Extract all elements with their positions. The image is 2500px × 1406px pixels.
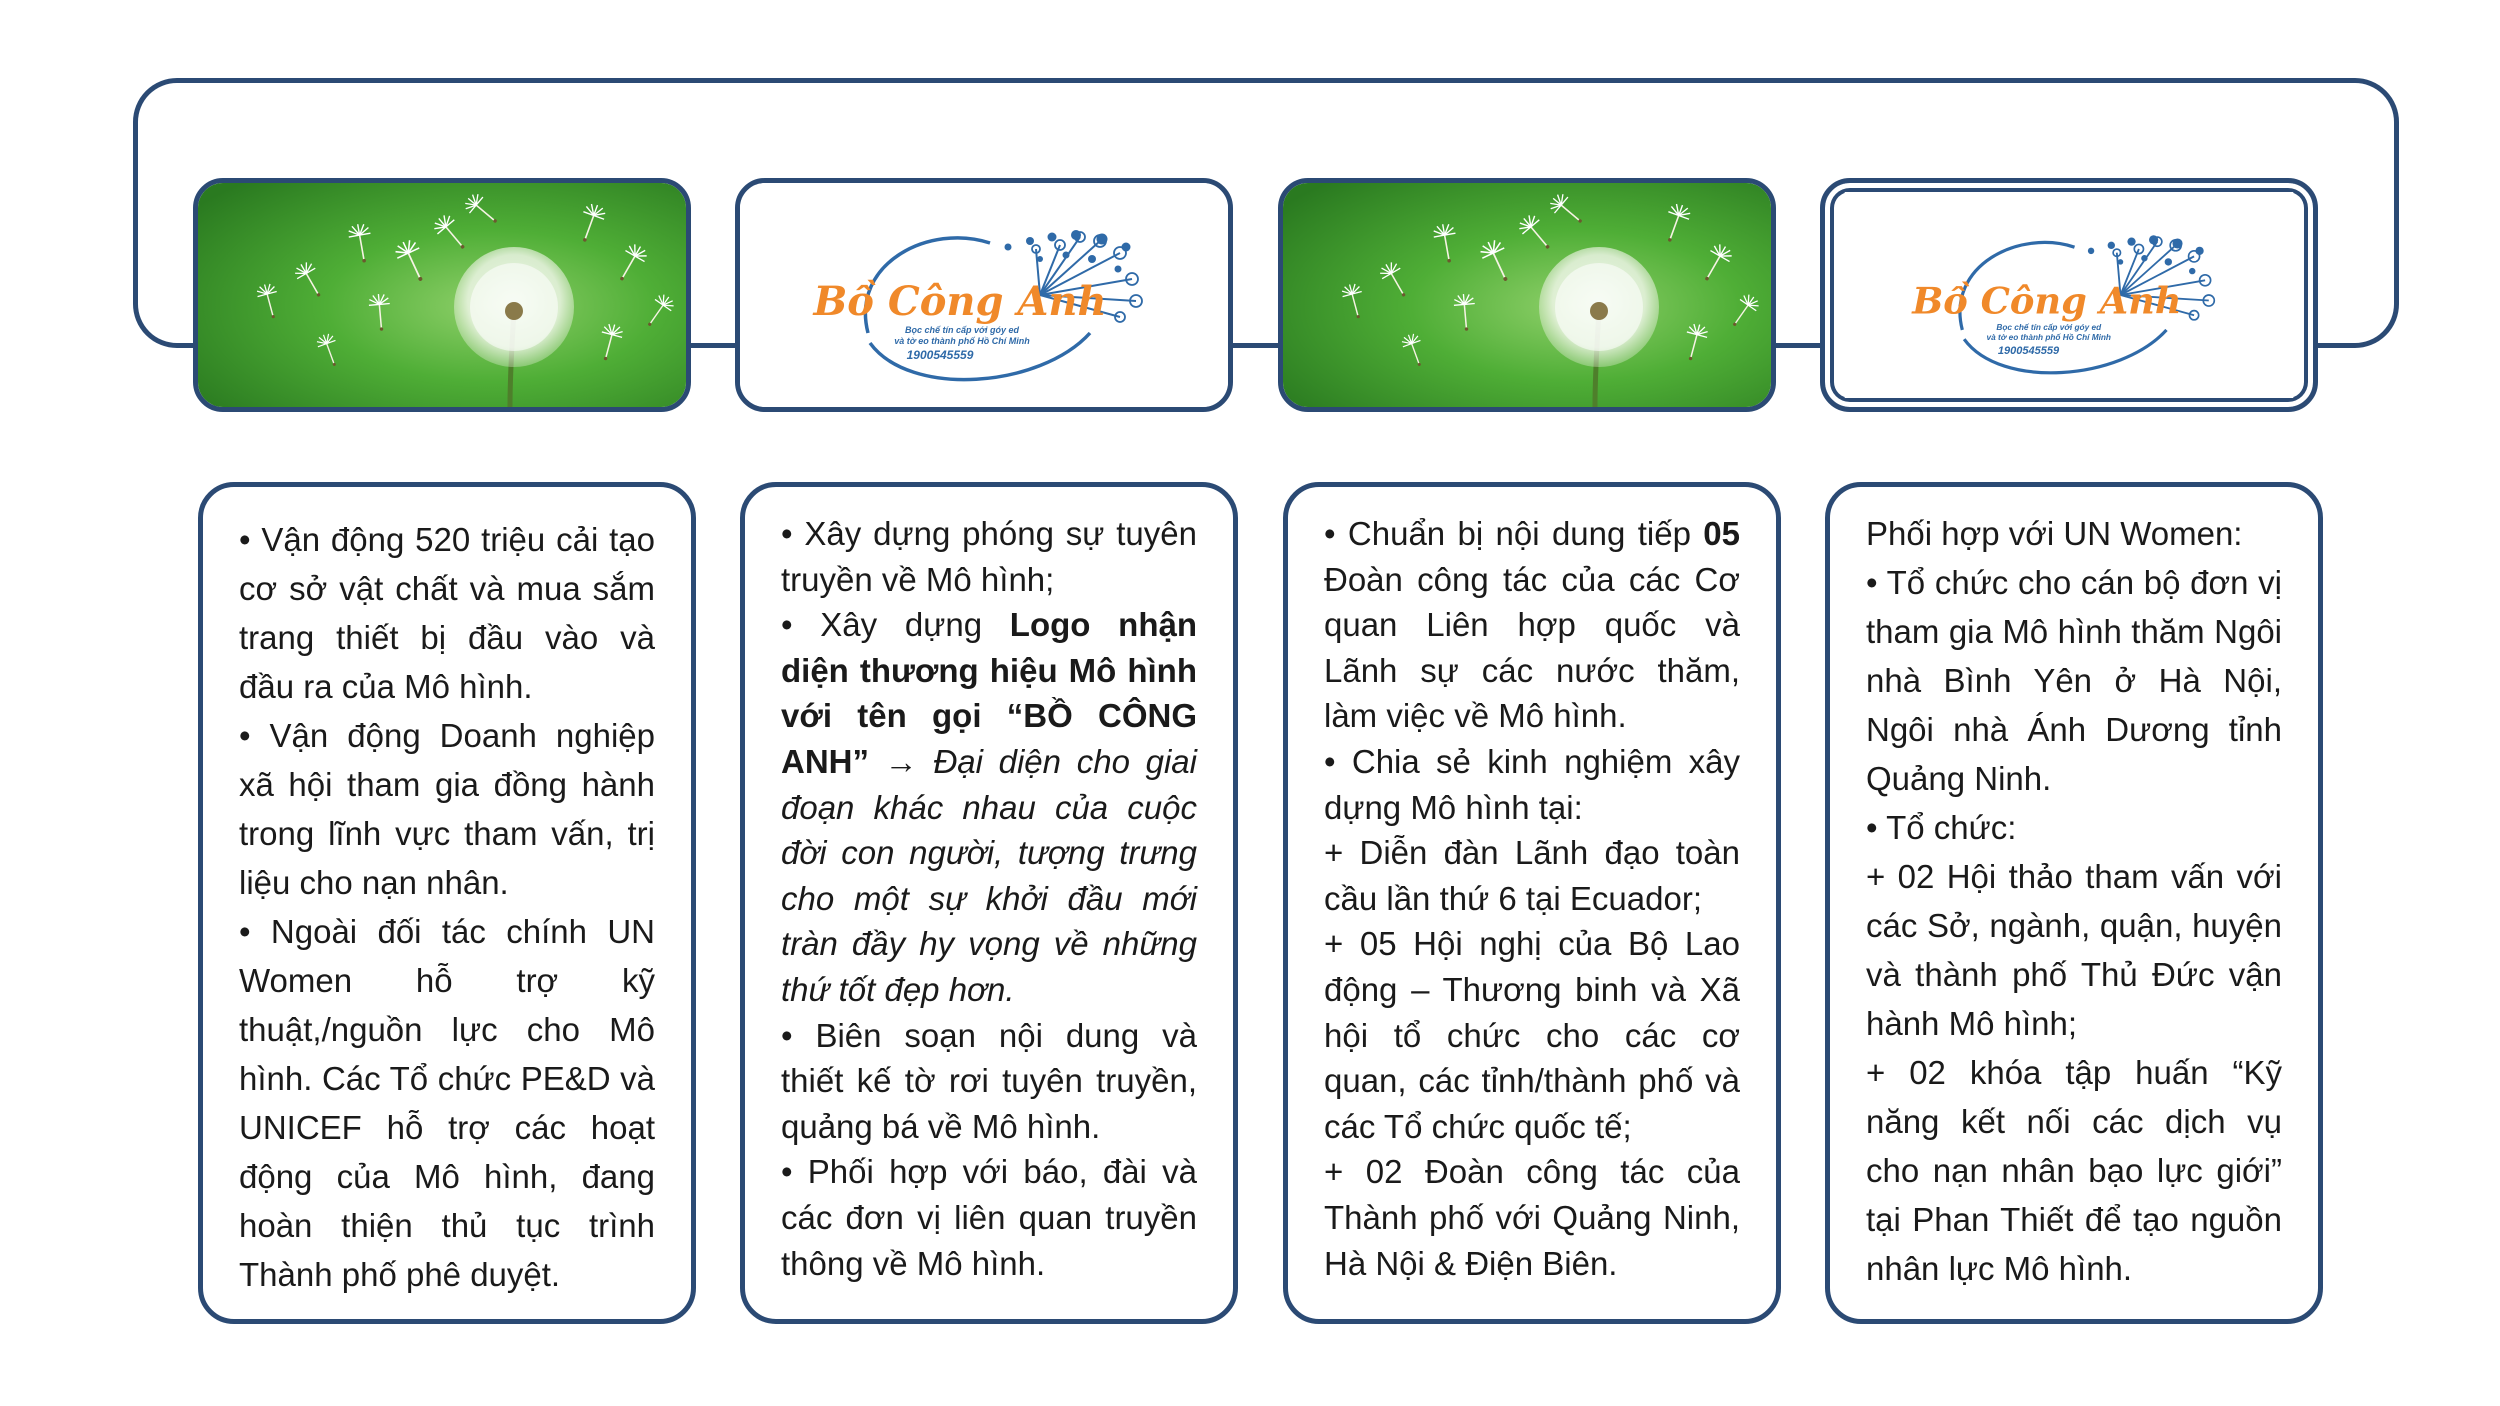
logo-card-1 <box>735 178 1233 412</box>
dandelion-photo <box>1283 183 1771 407</box>
logo-tagline-1: Bọc chế tín cấp với góy ed <box>1996 322 2102 332</box>
text-card-4-content <box>1866 509 2282 1293</box>
paragraph <box>1324 830 1740 921</box>
italic-text-run: → Đại diện cho giai đoạn khác nhau của cuộc đời con người, tượng trưng cho một sự khởi đầu mới tràn đầy hy vọng về những thứ tốt đẹp hơn. <box>781 742 1197 1008</box>
dandelion-photo-card-2 <box>1278 178 1776 412</box>
text-run: • Chuẩn bị nội dung tiếp <box>1324 515 1704 552</box>
text-card-3-content <box>1324 511 1740 1286</box>
paragraph <box>239 515 655 711</box>
logo-title: Bồ Công Anh <box>1912 278 2182 323</box>
paragraph <box>1324 739 1740 830</box>
text-run: • Xây dựng <box>781 606 1010 644</box>
paragraph <box>1866 509 2282 558</box>
text-card-4 <box>1825 482 2323 1324</box>
text-card-3 <box>1283 482 1781 1324</box>
paragraph <box>781 1013 1197 1150</box>
paragraph <box>1866 852 2282 1048</box>
text-run: + Diễn đàn Lãnh đạo toàn cầu lần thứ 6 tại Ecuador; <box>1324 834 1740 917</box>
paragraph <box>239 907 655 1299</box>
paragraph <box>1324 511 1740 739</box>
text-run: • Phối hợp với báo, đài và các đơn vị liên quan truyền thông về Mô hình. <box>781 1153 1197 1282</box>
text-card-2 <box>740 482 1238 1324</box>
logo-phone: 1900545559 <box>1997 344 2060 357</box>
paragraph <box>1866 803 2282 852</box>
paragraph <box>239 711 655 907</box>
dandelion-photo <box>198 183 686 407</box>
text-run: • Biên soạn nội dung và thiết kế tờ rơi tuyên truyền, quảng bá về Mô hình. <box>781 1016 1197 1145</box>
logo-card-2 <box>1820 178 2318 412</box>
logo-tagline-2: và tờ eo thành phố Hồ Chí Minh <box>894 336 1030 346</box>
text-run: Phối hợp với UN Women: <box>1866 515 2243 552</box>
text-run: Đoàn công tác của các Cơ quan Liên hợp quốc và Lãnh sự các nước thăm, làm việc về Mô hình. <box>1324 560 1740 735</box>
paragraph <box>1324 1149 1740 1286</box>
text-run: • Tổ chức: <box>1866 809 2017 846</box>
paragraph <box>781 511 1197 602</box>
logo-tagline-2: và tờ eo thành phố Hồ Chí Minh <box>1986 333 2112 343</box>
text-run: • Vận động 520 triệu cải tạo cơ sở vật chất và mua sắm trang thiết bị đầu vào và đầu ra của Mô hình. <box>239 521 655 705</box>
logo-tagline-1: Bọc chế tín cấp với góy ed <box>904 325 1020 335</box>
text-run: • Chia sẻ kinh nghiệm xây dựng Mô hình tại: <box>1324 742 1740 826</box>
paragraph <box>1866 1048 2282 1293</box>
text-run: • Vận động Doanh nghiệp xã hội tham gia đồng hành trong lĩnh vực tham vấn, trị liệu cho nạn nhân. <box>239 717 655 901</box>
text-run: + 02 Đoàn công tác của Thành phố với Quảng Ninh, Hà Nội & Điện Biên. <box>1324 1153 1740 1282</box>
text-run: + 05 Hội nghị của Bộ Lao động – Thương binh và Xã hội tổ chức cho các cơ quan, các tỉnh/thành phố và các Tổ chức quốc tế; <box>1324 925 1740 1145</box>
bold-text-run: 05 <box>1703 515 1740 552</box>
text-run: + 02 Hội thảo tham vấn với các Sở, ngành, quận, huyện và thành phố Thủ Đức vận hành Mô hình; <box>1866 858 2282 1042</box>
paragraph <box>781 1149 1197 1286</box>
text-run <box>869 743 885 780</box>
text-card-1 <box>198 482 696 1324</box>
bo-cong-anh-logo <box>1834 192 2304 398</box>
text-run: • Tổ chức cho cán bộ đơn vị tham gia Mô hình thăm Ngôi nhà Bình Yên ở Hà Nội, Ngôi nhà Ánh Dương tỉnh Quảng Ninh. <box>1866 564 2282 797</box>
paragraph <box>1324 921 1740 1149</box>
text-run: • Xây dựng phóng sự tuyên truyền về Mô hình; <box>781 515 1197 598</box>
logo-phone: 1900545559 <box>906 348 974 362</box>
text-card-1-content <box>239 515 655 1299</box>
bold-text-run: Logo nhận diện thương hiệu Mô hình với tên gọi “BỒ CÔNG ANH” <box>781 606 1197 780</box>
logo-title: Bồ Công Anh <box>813 278 1107 325</box>
text-run: + 02 khóa tập huấn “Kỹ năng kết nối các dịch vụ cho nạn nhân bạo lực giới” tại Phan Thiết để tạo nguồn nhân lực Mô hình. <box>1866 1054 2282 1287</box>
paragraph <box>1866 558 2282 803</box>
text-card-2-content <box>781 511 1197 1286</box>
bo-cong-anh-logo <box>740 183 1228 407</box>
dandelion-photo-card-1 <box>193 178 691 412</box>
text-run: • Ngoài đối tác chính UN Women hỗ trợ kỹ thuật,/nguồn lực cho Mô hình. Các Tổ chức PE&D và UNICEF hỗ trợ các hoạt động của Mô hình, đang hoàn thiện thủ tục trình Thành phố phê duyệt. <box>239 913 655 1293</box>
paragraph <box>781 602 1197 1012</box>
